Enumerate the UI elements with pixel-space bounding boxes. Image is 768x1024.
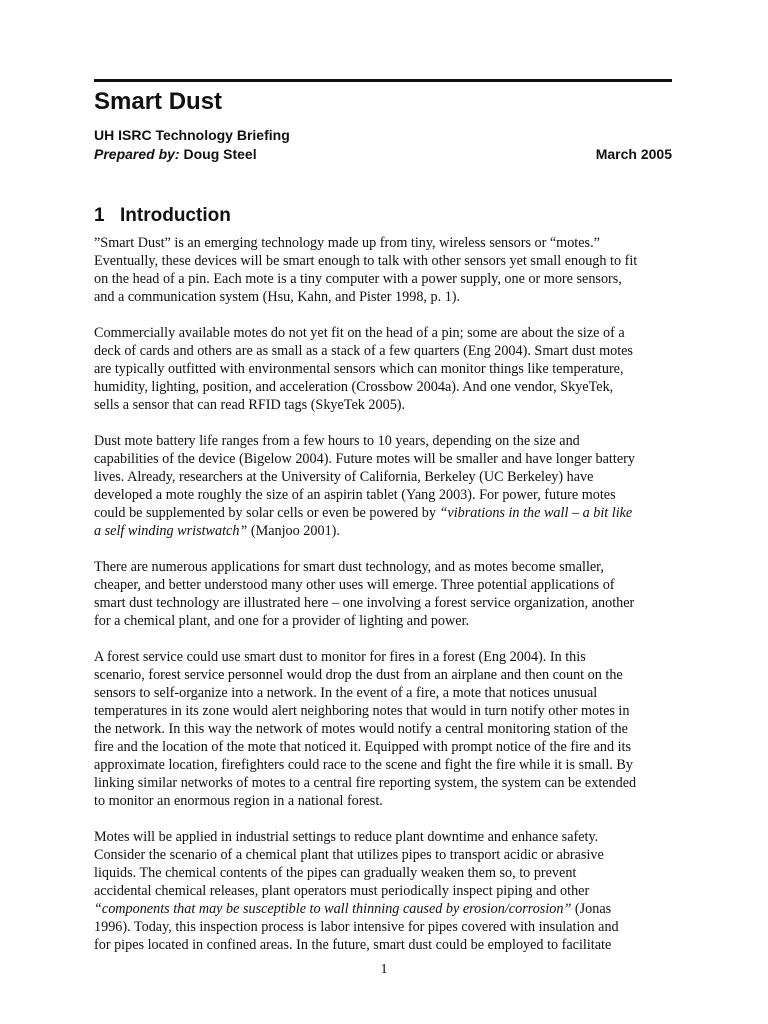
text-line [94,612,694,630]
text-line [94,468,694,486]
text-line [94,756,694,774]
text-line [94,576,694,594]
text-segment: accidental chemical releases, plant operators must periodically inspect piping and other [94,883,590,899]
text-segment: lives. Already, researchers at the University of California, Berkeley (UC Berkeley) have [94,469,594,485]
text-segment: Consider the scenario of a chemical plant that utilizes pipes to transport acidic or abrasive [94,847,604,863]
section-title: Introduction [120,205,231,226]
section-heading [94,204,231,228]
text-line [94,594,694,612]
text-segment: the network. In this way the network of motes would notify a central monitoring station of the [94,721,628,737]
text-line [94,720,694,738]
text-segment: (Jonas [571,901,612,917]
italic-quote: “vibrations in the wall – a bit like [439,505,633,521]
document-title: Smart Dust [94,88,223,115]
text-segment: (Manjoo 2001). [247,523,340,539]
text-segment: on the head of a pin. Each mote is a tiny computer with a power supply, one or more sensors, [94,271,622,287]
text-line [94,486,694,504]
text-line [94,396,694,414]
text-line [94,360,694,378]
text-segment: scenario, forest service personnel would drop the dust from an airplane and then count on the [94,667,623,683]
text-line [94,378,694,396]
paragraph [94,648,694,810]
text-line [94,522,694,540]
text-segment: linking similar networks of motes to a central fire reporting system, the system can be extended [94,775,637,791]
text-line [94,702,694,720]
title-rule [94,79,672,82]
text-segment: approximate location, firefighters could race to the scene and fight the fire while it is small. By [94,757,633,773]
text-line [94,828,694,846]
text-segment: for a chemical plant, and one for a provider of lighting and power. [94,613,470,629]
text-segment: and a communication system (Hsu, Kahn, and Pister 1998, p. 1). [94,289,461,305]
document-body [94,234,694,972]
text-line [94,648,694,666]
text-segment: There are numerous applications for smart dust technology, and as motes become smaller, [94,559,604,575]
author-line [94,145,257,163]
text-segment: A forest service could use smart dust to monitor for fires in a forest (Eng 2004). In this [94,649,586,665]
text-line [94,270,694,288]
text-line [94,864,694,882]
text-line [94,936,694,954]
text-segment: cheaper, and better understood many other uses will emerge. Three potential applications of [94,577,615,593]
text-line [94,342,694,360]
document-date: March 2005 [595,146,672,162]
paragraph [94,828,694,954]
italic-quote: a self winding wristwatch” [94,523,248,539]
text-line [94,882,694,900]
text-line [94,738,694,756]
text-segment: sells a sensor that can read RFID tags (SkyeTek 2005). [94,397,406,413]
text-segment: liquids. The chemical contents of the pipes can gradually weaken them so, to prevent [94,865,577,881]
paragraph [94,324,694,414]
text-segment: Commercially available motes do not yet fit on the head of a pin; some are about the size of a [94,325,625,341]
text-line [94,234,694,252]
text-segment: fire and the location of the mote that noticed it. Equipped with prompt notice of the fire and its [94,739,632,755]
text-line [94,846,694,864]
paragraph [94,234,694,306]
text-line [94,324,694,342]
text-line [94,558,694,576]
text-segment: sensors to self-organize into a network. In the event of a fire, a mote that notices unusual [94,685,598,701]
text-line [94,918,694,936]
text-line [94,774,694,792]
text-segment: 1996). Today, this inspection process is labor intensive for pipes covered with insulation and [94,919,619,935]
author-name: Doug Steel [179,146,257,162]
text-line [94,432,694,450]
paragraph [94,432,694,540]
text-segment: for pipes located in confined areas. In the future, smart dust could be employed to facilitate [94,937,612,953]
italic-quote: “components that may be susceptible to wall thinning caused by erosion/corrosion” [94,901,572,917]
text-segment: deck of cards and others are as small as a stack of a few quarters (Eng 2004). Smart dust motes [94,343,633,359]
text-segment: Dust mote battery life ranges from a few hours to 10 years, depending on the size and [94,433,580,449]
text-segment: developed a mote roughly the size of an aspirin tablet (Yang 2003). For power, future motes [94,487,616,503]
text-segment: Motes will be applied in industrial settings to reduce plant downtime and enhance safety. [94,829,599,845]
paragraph [94,558,694,630]
page-number: 1 [380,962,388,977]
text-line [94,252,694,270]
prepared-by-label: Prepared by: [94,146,180,162]
text-segment: Eventually, these devices will be smart enough to talk with other sensors yet small enough to fit [94,253,638,269]
text-line [94,504,694,522]
section-number: 1 [94,205,105,226]
text-segment: are typically outfitted with environmental sensors which can monitor things like temperature, [94,361,624,377]
text-line [94,288,694,306]
text-line [94,450,694,468]
text-segment: ”Smart Dust” is an emerging technology made up from tiny, wireless sensors or “motes.” [94,235,600,251]
text-segment: to monitor an enormous region in a national forest. [94,793,383,809]
text-segment: humidity, lighting, position, and acceleration (Crossbow 2004a). And one vendor, SkyeTek, [94,379,614,395]
text-segment: temperatures in its zone would alert neighboring notes that would in turn notify other motes in [94,703,630,719]
document-subtitle: UH ISRC Technology Briefing [94,127,290,143]
text-segment: smart dust technology are illustrated here – one involving a forest service organization, another [94,595,635,611]
text-line [94,666,694,684]
text-line [94,684,694,702]
text-line [94,900,694,918]
text-segment: capabilities of the device (Bigelow 2004). Future motes will be smaller and have longer battery [94,451,635,467]
document-byline [94,145,672,163]
text-segment: could be supplemented by solar cells or even be powered by [94,505,440,521]
text-line [94,792,694,810]
